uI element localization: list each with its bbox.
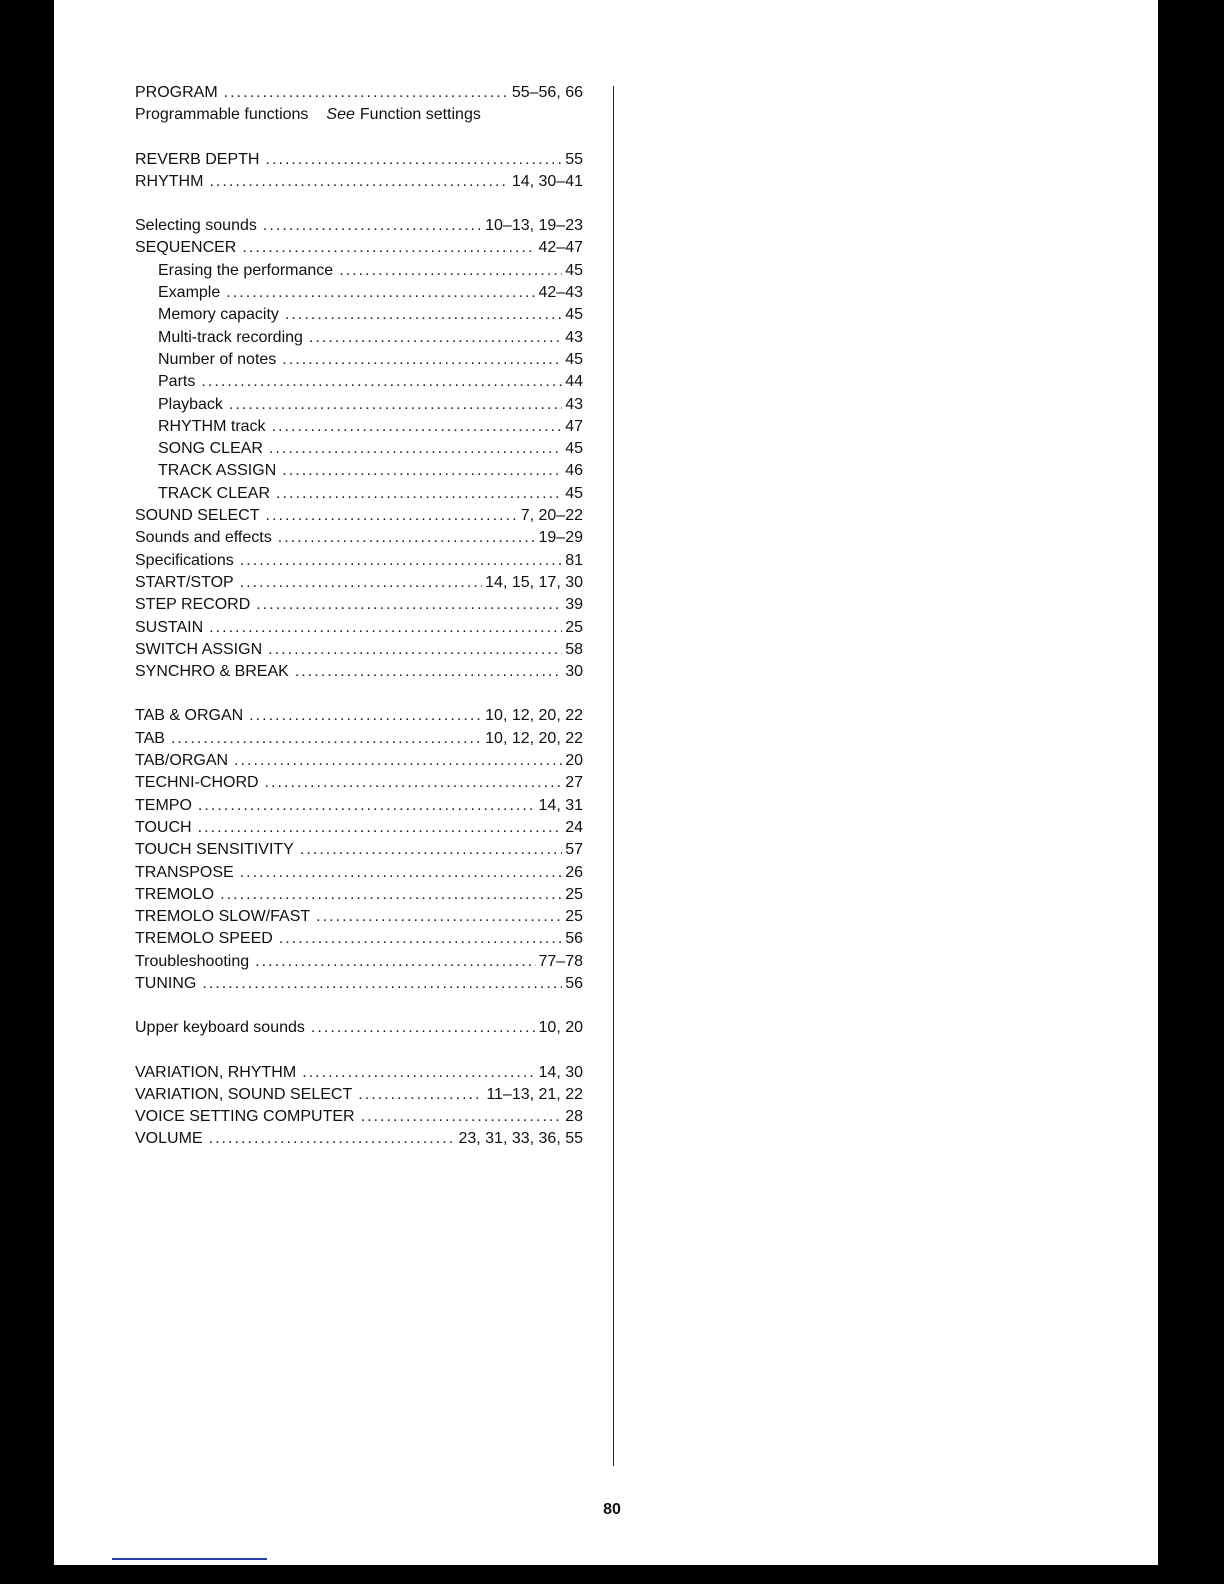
index-pages: 10, 20: [538, 1019, 583, 1037]
dot-leader: [311, 1017, 536, 1039]
scan-border-right: [1158, 0, 1224, 1584]
dot-leader: [268, 639, 562, 661]
dot-leader: [272, 416, 563, 438]
index-term: TOUCH SENSITIVITY: [135, 841, 294, 859]
index-term: SEQUENCER: [135, 239, 237, 257]
dot-leader: [265, 772, 563, 794]
index-entry: [135, 951, 583, 973]
index-term: VOICE SETTING COMPUTER: [135, 1108, 355, 1126]
index-pages: 30: [565, 663, 583, 681]
index-pages: 39: [565, 596, 583, 614]
index-term: STEP RECORD: [135, 596, 251, 614]
index-entry: [135, 1084, 583, 1106]
index-term: TUNING: [135, 974, 197, 992]
index-pages: 10–13, 19–23: [485, 217, 583, 235]
index-entry: [135, 82, 583, 104]
index-entry: [135, 862, 583, 884]
index-pages: 46: [565, 462, 583, 480]
index-entry: [135, 572, 583, 594]
index-term: RHYTHM: [135, 172, 204, 190]
index-term: TAB: [135, 729, 165, 747]
dot-leader: [302, 1062, 535, 1084]
index-pages: 45: [565, 484, 583, 502]
dot-leader: [240, 572, 482, 594]
index-pages: 81: [565, 551, 583, 569]
dot-leader: [316, 906, 562, 928]
index-entry: [135, 928, 583, 950]
index-pages: 20: [565, 752, 583, 770]
index-pages: 25: [565, 908, 583, 926]
dot-leader: [300, 839, 562, 861]
index-entry: [135, 884, 583, 906]
index-term: TRACK ASSIGN: [158, 462, 277, 480]
index-term: VARIATION, RHYTHM: [135, 1063, 297, 1081]
index-term: Multi-track recording: [158, 328, 303, 346]
index-term: Selecting sounds: [135, 217, 257, 235]
index-entry: [135, 661, 583, 683]
index-pages: 47: [565, 417, 583, 435]
index-subentry: [135, 371, 583, 393]
index-term: PROGRAM: [135, 84, 218, 101]
index-entry: [135, 1062, 583, 1084]
index-term: Erasing the performance: [158, 261, 334, 279]
index-subentry: [135, 327, 583, 349]
scan-blue-mark: [112, 1558, 267, 1560]
index-subentry: [135, 460, 583, 482]
index-pages: 43: [565, 395, 583, 413]
index-entry: [135, 1106, 583, 1128]
index-pages: 45: [565, 261, 583, 279]
index-pages: 14, 15, 17, 30: [485, 573, 583, 591]
dot-leader: [209, 1128, 456, 1150]
index-subentry: [135, 416, 583, 438]
index-subentry: [135, 282, 583, 304]
index-term: TRACK CLEAR: [158, 484, 271, 502]
dot-leader: [358, 1084, 483, 1106]
dot-leader: [202, 973, 562, 995]
index-entry: [135, 617, 583, 639]
index-term: TECHNI-CHORD: [135, 774, 259, 792]
index-term: Memory capacity: [158, 306, 279, 324]
dot-leader: [279, 928, 562, 950]
index-pages: 56: [565, 930, 583, 948]
dot-leader: [201, 371, 562, 393]
page-number: 80: [603, 1501, 621, 1518]
dot-leader: [240, 862, 563, 884]
index-term: SWITCH ASSIGN: [135, 640, 263, 658]
index-term: VOLUME: [135, 1130, 203, 1148]
index-pages: 43: [565, 328, 583, 346]
dot-leader: [361, 1106, 563, 1128]
index-pages: 25: [565, 885, 583, 903]
index-entry: [135, 705, 583, 727]
index-pages: 55–56, 66: [511, 84, 583, 101]
index-pages: 23, 31, 33, 36, 55: [458, 1130, 583, 1148]
dot-leader: [171, 728, 482, 750]
index-pages: 28: [565, 1108, 583, 1126]
dot-leader: [198, 817, 563, 839]
index-term: TRANSPOSE: [135, 863, 234, 881]
index-term: TREMOLO SLOW/FAST: [135, 908, 311, 926]
dot-leader: [226, 282, 535, 304]
index-entry: [135, 527, 583, 549]
index-entry: [135, 594, 583, 616]
index-pages: 26: [565, 863, 583, 881]
index-subentry: [135, 438, 583, 460]
dot-leader: [249, 705, 482, 727]
dot-leader: [282, 460, 562, 482]
scan-border-bottom: [0, 1565, 1224, 1584]
dot-leader: [285, 304, 562, 326]
scan-border-left: [0, 0, 54, 1584]
index-pages: 45: [565, 350, 583, 368]
dot-leader: [224, 82, 509, 104]
index-entry: [135, 149, 583, 171]
index-pages: 11–13, 21, 22: [486, 1085, 583, 1103]
dot-leader: [240, 550, 562, 572]
dot-leader: [276, 483, 562, 505]
index-column: [135, 82, 583, 1151]
index-term: REVERB DEPTH: [135, 150, 260, 168]
index-term: Programmable functions: [135, 106, 309, 124]
index-pages: 55: [565, 150, 583, 168]
index-entry: [135, 215, 583, 237]
dot-leader: [229, 394, 562, 416]
index-entry: [135, 550, 583, 572]
index-entry: [135, 237, 583, 259]
index-subentry: [135, 394, 583, 416]
index-pages: 10, 12, 20, 22: [485, 729, 583, 747]
index-term: RHYTHM track: [158, 417, 266, 435]
index-term: TOUCH: [135, 818, 192, 836]
index-subentry: [135, 304, 583, 326]
index-pages: 44: [565, 373, 583, 391]
index-term: TAB & ORGAN: [135, 707, 244, 725]
index-pages: 19–29: [538, 529, 583, 547]
index-term: SONG CLEAR: [158, 440, 263, 458]
index-entry: [135, 772, 583, 794]
index-pages: 14, 30–41: [511, 172, 583, 190]
index-term: Sounds and effects: [135, 529, 272, 547]
dot-leader: [269, 438, 562, 460]
dot-leader: [256, 594, 562, 616]
index-entry: [135, 1128, 583, 1150]
index-pages: 25: [565, 618, 583, 636]
index-pages: 14, 30: [538, 1063, 583, 1081]
index-term: SOUND SELECT: [135, 507, 260, 525]
index-pages: 56: [565, 974, 583, 992]
index-term: Upper keyboard sounds: [135, 1019, 305, 1037]
dot-leader: [209, 617, 562, 639]
index-term: Specifications: [135, 551, 234, 569]
index-entry: [135, 839, 583, 861]
index-pages: 42–43: [538, 284, 583, 302]
index-pages: 77–78: [538, 952, 583, 970]
column-rule: [613, 86, 614, 1466]
see-reference: See: [326, 106, 355, 124]
dot-leader: [278, 527, 536, 549]
index-pages: 10, 12, 20, 22: [485, 707, 583, 725]
index-subentry: [135, 260, 583, 282]
index-pages: 24: [565, 818, 583, 836]
dot-leader: [263, 215, 482, 237]
index-pages: 57: [565, 841, 583, 859]
index-entry-see: [135, 104, 583, 126]
index-term: TEMPO: [135, 796, 192, 814]
dot-leader: [242, 237, 535, 259]
index-pages: 42–47: [538, 239, 583, 257]
dot-leader: [265, 149, 562, 171]
index-term: SUSTAIN: [135, 618, 204, 636]
dot-leader: [220, 884, 562, 906]
index-entry: [135, 505, 583, 527]
index-pages: 27: [565, 774, 583, 792]
index-subentry: [135, 349, 583, 371]
dot-leader: [234, 750, 562, 772]
index-entry: [135, 750, 583, 772]
index-entry: [135, 728, 583, 750]
index-term: Number of notes: [158, 350, 277, 368]
index-pages: 45: [565, 440, 583, 458]
dot-leader: [309, 327, 562, 349]
dot-leader: [265, 505, 517, 527]
index-term: Example: [158, 284, 221, 302]
index-pages: 58: [565, 640, 583, 658]
index-term: Parts: [158, 373, 196, 391]
index-term: TREMOLO: [135, 885, 215, 903]
index-pages: 14, 31: [538, 796, 583, 814]
index-entry: [135, 1017, 583, 1039]
index-entry: [135, 817, 583, 839]
index-entry: [135, 795, 583, 817]
dot-leader: [209, 171, 508, 193]
index-pages: 7, 20–22: [520, 507, 583, 525]
index-entry: [135, 639, 583, 661]
see-target: Function settings: [359, 106, 481, 124]
index-term: Troubleshooting: [135, 952, 250, 970]
dot-leader: [339, 260, 562, 282]
index-entry: [135, 906, 583, 928]
index-term: Playback: [158, 395, 223, 413]
index-term: TAB/ORGAN: [135, 752, 229, 770]
index-entry: [135, 171, 583, 193]
dot-leader: [295, 661, 562, 683]
index-term: START/STOP: [135, 573, 234, 591]
index-entry: [135, 973, 583, 995]
dot-leader: [255, 951, 535, 973]
dot-leader: [282, 349, 562, 371]
index-term: TREMOLO SPEED: [135, 930, 273, 948]
index-subentry: [135, 483, 583, 505]
index-pages: 45: [565, 306, 583, 324]
index-term: VARIATION, SOUND SELECT: [135, 1085, 353, 1103]
index-term: SYNCHRO & BREAK: [135, 663, 289, 681]
dot-leader: [198, 795, 536, 817]
